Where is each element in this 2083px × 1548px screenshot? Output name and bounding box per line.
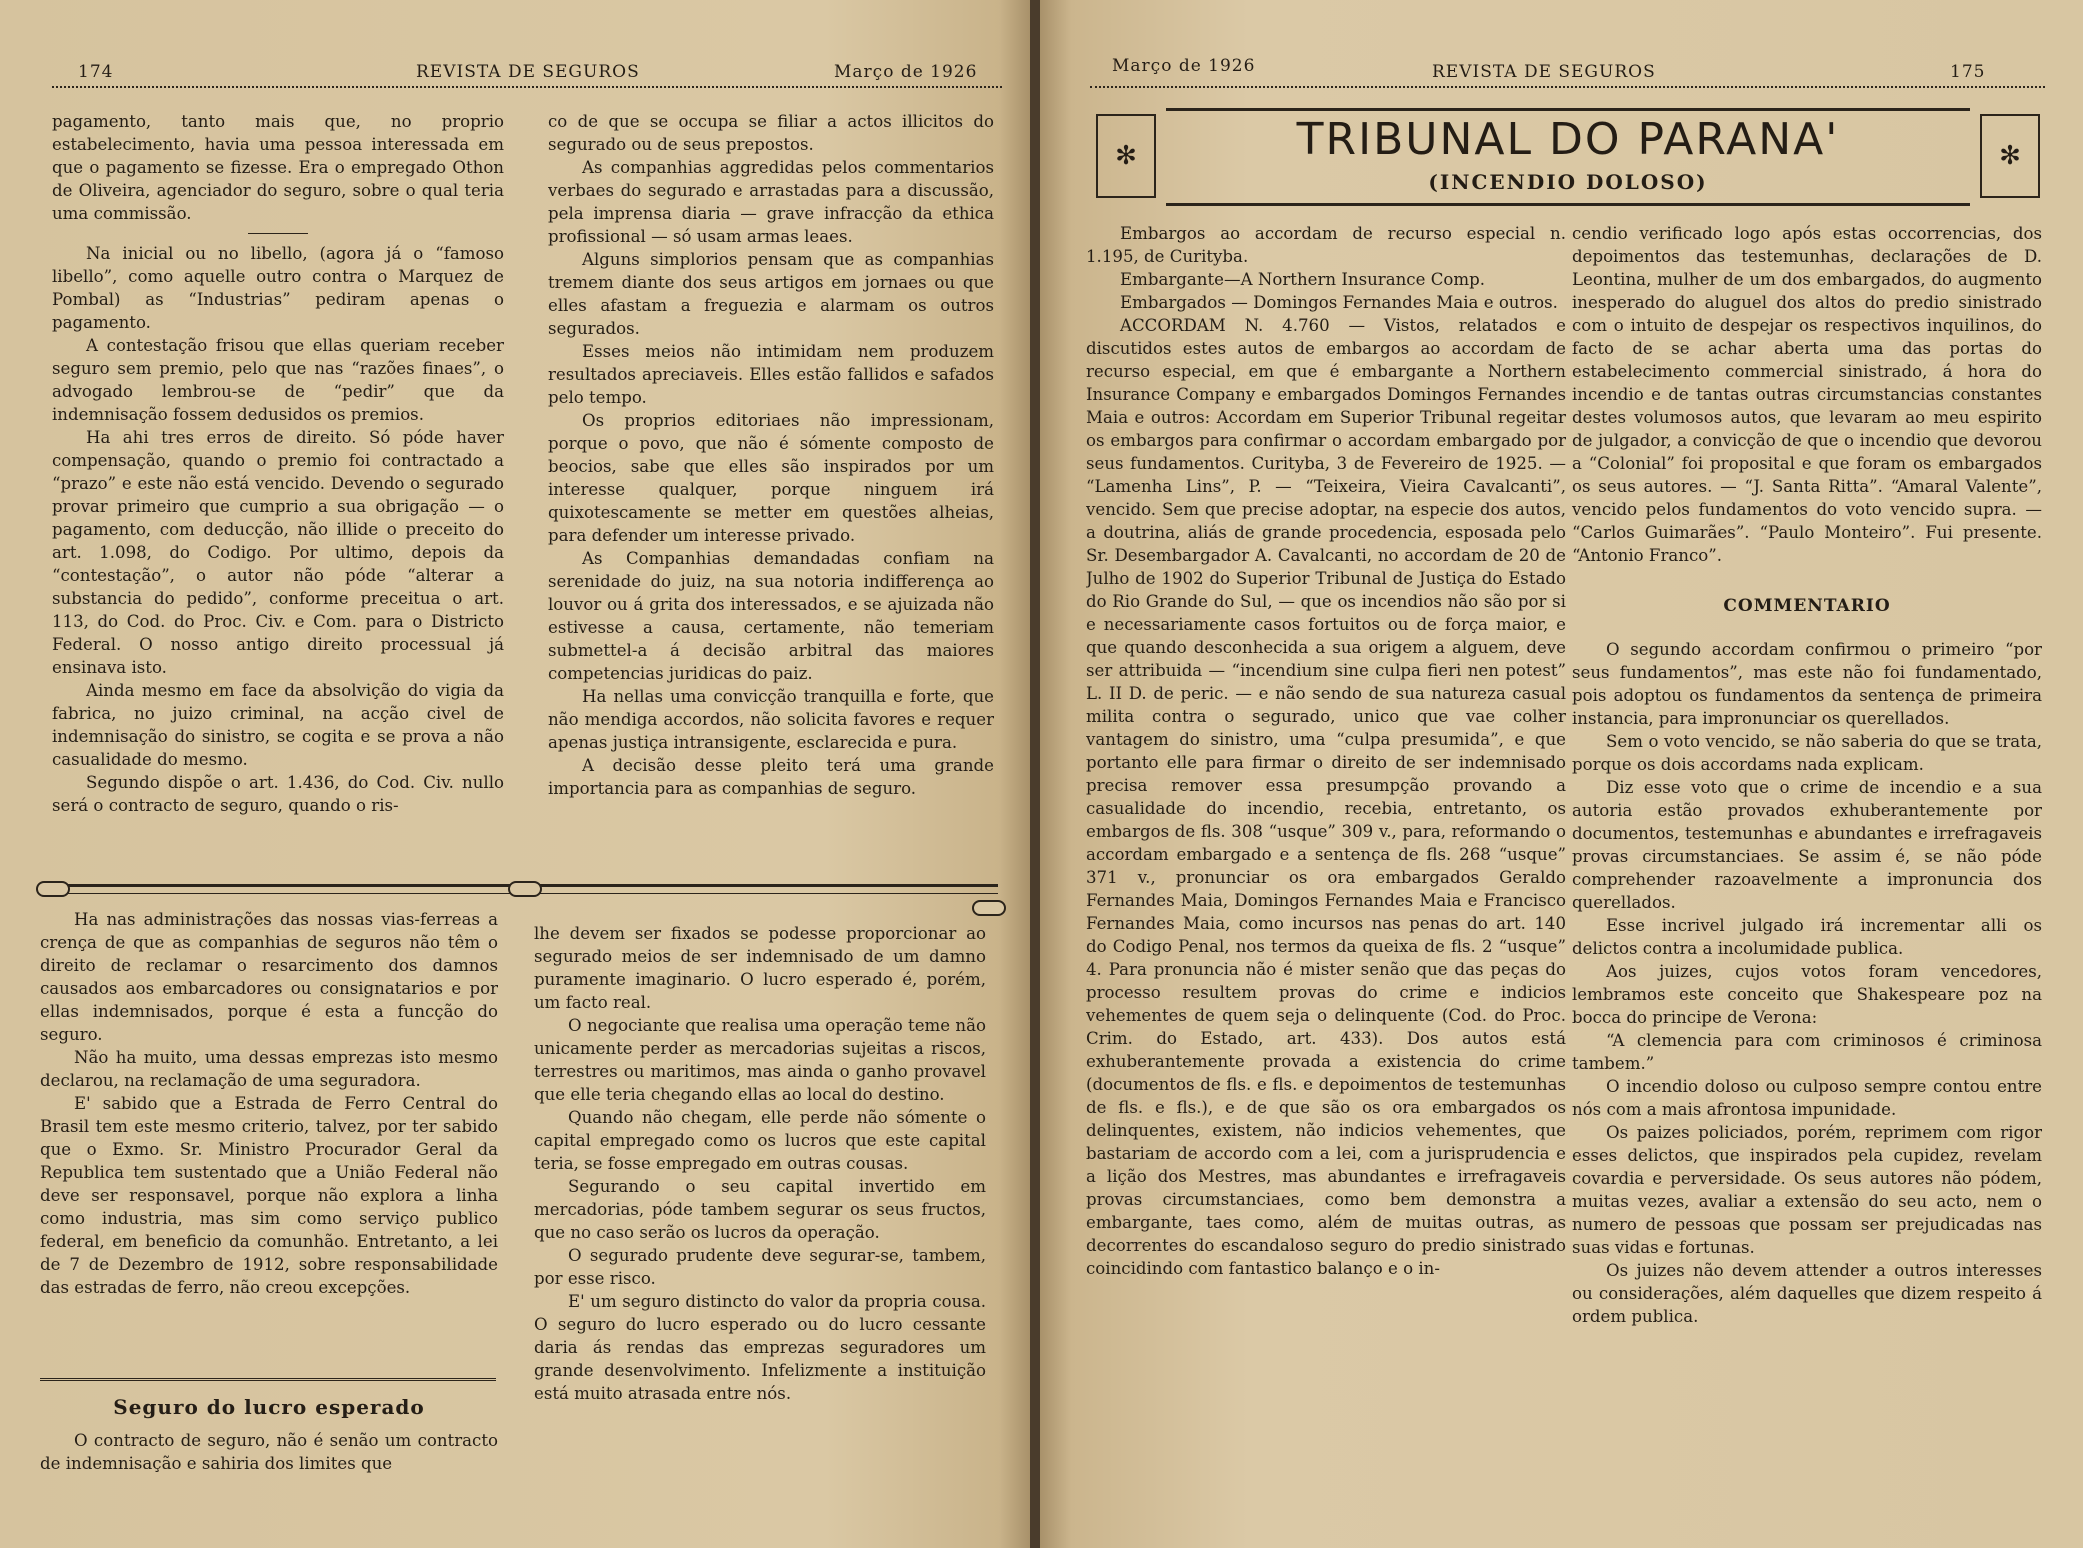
paragraph: Quando não chegam, elle perde não sómente o capital empregado como os lucros que este capital teria, se fosse empregado em outras cousas. (534, 1108, 986, 1173)
right-column-1 (1086, 222, 1566, 1522)
divider-ornament (508, 881, 542, 897)
paragraph: Diz esse voto que o crime de incendio e a sua autoria estão provados exhuberantemente por documentos, testemunhas e abundantes e irrefragaveis provas circumstanciaes. Se assim é, se não póde comprehender razoavelmente a impronuncia dos querellados. (1572, 778, 2042, 912)
paragraph: cendio verificado logo após estas occorrencias, dos depoimentos das testemunhas, declarações de D. Leontina, mulher de um dos embargados, do augmento inesperado do aluguel dos altos do predio sinistrado com o intuito de despejar os respectivos inquilinos, do facto de se achar aberta uma das portas do estabelecimento commercial sinistrado, á hora do incendio e de tantas outras circumstancias constantes destes volumosos autos, que levaram ao meu espirito de julgador, a convicção de que o incendio que devorou a “Colonial” foi proposital e que foram os embargados os seus autores. — “J. Santa Ritta”. “Amaral Valente”, vencido pelos fundamentos do voto vencido supra. — “Carlos Guimarães”. “Paulo Monteiro”. Fui presente. “Antonio Franco”. (1572, 224, 2042, 565)
paragraph: Ha nellas uma convicção tranquilla e forte, que não mendiga accordos, não solicita favores e requer apenas justiça intransigente, esclarecida e pura. (548, 687, 994, 752)
paragraph: ACCORDAM N. 4.760 — Vistos, relatados e discutidos estes autos de embargos ao accordam de recurso especial, em que é embargante a Northern Insurance Company e embargados Domingos Fernandes Maia e outros: Accordam em Superior Tribunal regeitar os embargos para confirmar o accordam embargado por seus fundamentos. Curityba, 3 de Fevereiro de 1925. — “Lamenha Lins”, P. — “Teixeira, Vieira Cavalcanti”, vencido. Sem que precise adoptar, na especie dos autos, a doutrina, aliás de grande procedencia, esposada pelo Sr. Desembargador A. Cavalcanti, no accordam de 20 de Julho de 1902 do Superior Tribunal de Justiça do Estado do Rio Grande do Sul, — que os incendios não são por si e necessariamente casos fortuitos ou de força maior, e que quando desconhecida a sua origem a alguem, deve ser attribuida — “incendium sine culpa fieri nen potest” L. II D. de peric. — e não sendo de sua natureza casual milita contra o segurado, unico que vae colher vantagem do sinistro, uma “culpa presumida”, e que portanto elle para firmar o direito de ser indemnisado precisa remover essa presumpção provando a casualidade do incendio, recebia, entretanto, os embargos de fls. 308 “usque” 309 v., para, reformando o accordam embargado e a sentença de fls. 268 “usque” 371 v., pronunciar os ora embargados Geraldo Fernandes Maia, Domingos Fernandes Maia e Francisco Fernandes Maia, como incursos nas penas do art. 140 do Codigo Penal, nos termos da queixa de fls. 2 “usque” 4. Para pronuncia não é mister senão que das peças do processo resultem provas do crime e indicios vehementes de quem seja o delinquente (Cod. do Proc. Crim. do Estado, art. 433). Dos autos está exhuberantemente provada a existencia do crime (documentos de fls. e fls. e depoimentos de testemunhas de fls. e fls.), e de que são os ora embargados os delinquentes, existem, não indicios vehementes, que bastariam de accordo com a lei, com a jurisprudencia e a lição dos Mestres, mas abundantes e irrefragaveis provas circumstanciaes, como bem demonstra a embargante, taes como, além de muitas outras, as decorrentes do escandaloso seguro do predio sinistrado coincidindo com fantastico balanço e o in- (1086, 316, 1566, 1278)
paragraph: Ha nas administrações das nossas vias-ferreas a crença de que as companhias de seguros não têm o direito de reclamar o resarcimento dos damnos causados aos embarcadores ou consignatarios e por ellas indemnisados, porque é esta a funcção do seguro. (40, 910, 498, 1044)
right-page (1040, 0, 2083, 1548)
journal-title-right: REVISTA DE SEGUROS (1432, 62, 1656, 82)
paragraph: Sem o voto vencido, se não saberia do que se trata, porque os dois accordams nada explicam. (1572, 732, 2042, 774)
paragraph: Segundo dispõe o art. 1.436, do Cod. Civ. nullo será o contracto de seguro, quando o ris- (52, 773, 504, 815)
paragraph: pagamento, tanto mais que, no proprio estabelecimento, havia uma pessoa interessada em que o pagamento se fizesse. Era o empregado Othon de Oliveira, agenciador do seguro, sobre o qual teria uma commissão. (52, 112, 504, 223)
paragraph: Embargos ao accordam de recurso especial n. 1.195, de Curityba. (1086, 224, 1566, 266)
section-rule (40, 1378, 496, 1381)
paragraph: O contracto de seguro, não é senão um contracto de indemnisação e sahiria dos limites que (40, 1431, 498, 1473)
paragraph: Os juizes não devem attender a outros interesses ou considerações, além daquelles que dizem respeito á ordem publica. (1572, 1261, 2042, 1326)
paragraph: O segundo accordam confirmou o primeiro “por seus fundamentos”, mas este não foi fundamentado, pois adoptou os fundamentos da sentença de primeira instancia, para impronunciar os querellados. (1572, 640, 2042, 728)
paragraph: As Companhias demandadas confiam na serenidade do juiz, na sua notoria indifferença ao louvor ou á grita dos interessados, e se ajuizada não estivesse a causa, certamente, não temeriam submettel-a á decisão arbitral das maiores competencias juridicas do paiz. (548, 549, 994, 683)
divider-ornament (972, 900, 1006, 916)
paragraph: Ha ahi tres erros de direito. Só póde haver compensação, quando o premio foi contractado a “prazo” e este não está vencido. Devendo o segurado provar primeiro que cumprio a sua obrigação — o pagamento, com deducção, não illide o preceito do art. 1.098, do Codigo. Por ultimo, depois da “contestação”, o autor não póde “alterar a substancia do pedido”, conforme preceitua o art. 113, do Cod. do Proc. Civ. e Com. para o Districto Federal. O nosso antigo direito processual já ensinava isto. (52, 428, 504, 677)
paragraph: A decisão desse pleito terá uma grande importancia para as companhias de seguro. (548, 756, 994, 798)
left-bottom-column-1 (40, 908, 498, 1378)
paragraph: Os paizes policiados, porém, reprimem com rigor esses delictos, que inspirados pela cupidez, revelam covardia e perversidade. Os seus autores não pódem, muitas vezes, avaliar a extensão do seu acto, nem o numero de pessoas que possam ser prejudicadas nas suas vidas e fortunas. (1572, 1123, 2042, 1257)
article-banner (1096, 108, 2040, 206)
paragraph: Ainda mesmo em face da absolvição do vigia da fabrica, no juizo criminal, na acção civel de indemnisação do sinistro, se cogita e se prova a não casualidade do mesmo. (52, 681, 504, 769)
right-column-2 (1572, 222, 2042, 1532)
paragraph: As companhias aggredidas pelos commentarios verbaes do segurado e arrastadas para a discussão, pela imprensa diaria — grave infracção da ethica profissional — só usam armas leaes. (548, 158, 994, 246)
left-bottom-column-2 (534, 922, 986, 1522)
issue-date-left: Março de 1926 (834, 62, 978, 82)
article-title: TRIBUNAL DO PARANA' (1296, 114, 1840, 165)
left-page (0, 0, 1030, 1548)
divider-ornament (36, 881, 70, 897)
book-gutter (1030, 0, 1040, 1548)
section-title: Seguro do lucro esperado (113, 1395, 425, 1419)
paragraph: O segurado prudente deve segurar-se, tambem, por esse risco. (534, 1246, 986, 1288)
issue-date-right: Março de 1926 (1112, 56, 1256, 76)
paragraph: Esse incrivel julgado irá incrementar alli os delictos contra a incolumidade publica. (1572, 916, 2042, 958)
paragraph: E' sabido que a Estrada de Ferro Central do Brasil tem este mesmo criterio, talvez, por ter sabido que o Exmo. Sr. Ministro Procurador Geral da Republica tem sustentado que a União Federal não deve ser responsavel, porque não explora a linha como industria, mas sim como serviço publico federal, em beneficio da comunhão. Entretanto, a lei de 7 de Dezembro de 1912, sobre responsabilidade das estradas de ferro, não creou excepções. (40, 1094, 498, 1297)
page-number-right: 175 (1950, 62, 1986, 82)
left-section (40, 1392, 498, 1502)
article-subtitle: (INCENDIO DOLOSO) (1428, 170, 1708, 194)
header-rule-left (52, 86, 1002, 88)
paragraph: Aos juizes, cujos votos foram vencedores, lembramos este conceito que Shakespeare poz na bocca do principe de Verona: (1572, 962, 2042, 1027)
paragraph: E' um seguro distincto do valor da propria cousa. O seguro do lucro esperado ou do lucro cessante daria ás rendas das emprezas seguradores um grande desenvolvimento. Infelizmente a instituição está muito atrasada entre nós. (534, 1292, 986, 1403)
paragraph: Não ha muito, uma dessas emprezas isto mesmo declarou, na reclamação de uma seguradora. (40, 1048, 498, 1090)
paragraph: Embargados — Domingos Fernandes Maia e outros. (1120, 293, 1558, 312)
paragraph: O negociante que realisa uma operação teme não unicamente perder as mercadorias sujeitas a riscos, terrestres ou maritimos, mas ainda o ganho provavel que elle teria chegando ellas ao local do destino. (534, 1016, 986, 1104)
comment-title: COMMENTARIO (1723, 596, 1891, 616)
paragraph: Alguns simplorios pensam que as companhias tremem diante dos seus artigos em jornaes ou que elles afastam a freguezia e alarmam os outros segurados. (548, 250, 994, 338)
short-separator (248, 233, 308, 234)
paragraph: co de que se occupa se filiar a actos illicitos do segurado ou de seus prepostos. (548, 112, 994, 154)
page-number-left: 174 (78, 62, 114, 82)
paragraph: Segurando o seu capital invertido em mercadorias, póde tambem segurar os seus fructos, que no caso serão os lucros da operação. (534, 1177, 986, 1242)
star-ornament-icon: ✻ (1980, 114, 2040, 198)
star-ornament-icon: ✻ (1096, 114, 1156, 198)
quotation: “A clemencia para com criminosos é criminosa tambem.” (1572, 1031, 2042, 1073)
paragraph: O incendio doloso ou culposo sempre contou entre nós com a mais afrontosa impunidade. (1572, 1077, 2042, 1119)
journal-title-left: REVISTA DE SEGUROS (416, 62, 640, 82)
paragraph: Os proprios editoriaes não impressionam, porque o povo, que não é sómente composto de beocios, sabe que elles são inspirados por um interesse qualquer, porque ninguem irá quixotescamente se metter em questões alheias, para defender um interesse privado. (548, 411, 994, 545)
paragraph: Embargante—A Northern Insurance Comp. (1120, 270, 1486, 289)
left-top-column-2 (548, 110, 994, 874)
paragraph: A contestação frisou que ellas queriam receber seguro sem premio, pelo que nas “razões finaes”, o advogado lembrou-se de “pedir” que da indemnisação fossem dedusidos os premios. (52, 336, 504, 424)
left-top-column-1 (52, 110, 504, 874)
paragraph: Esses meios não intimidam nem produzem resultados apreciaveis. Elles estão fallidos e safados pelo tempo. (548, 342, 994, 407)
paragraph: lhe devem ser fixados se podesse proporcionar ao segurado meios de ser indemnisado de um damno puramente imaginario. O lucro esperado é, porém, um facto real. (534, 924, 986, 1012)
paragraph: Na inicial ou no libello, (agora já o “famoso libello”, como aquelle outro contra o Marquez de Pombal) as “Industrias” pediram apenas o pagamento. (52, 244, 504, 332)
header-rule-right (1090, 86, 2045, 88)
